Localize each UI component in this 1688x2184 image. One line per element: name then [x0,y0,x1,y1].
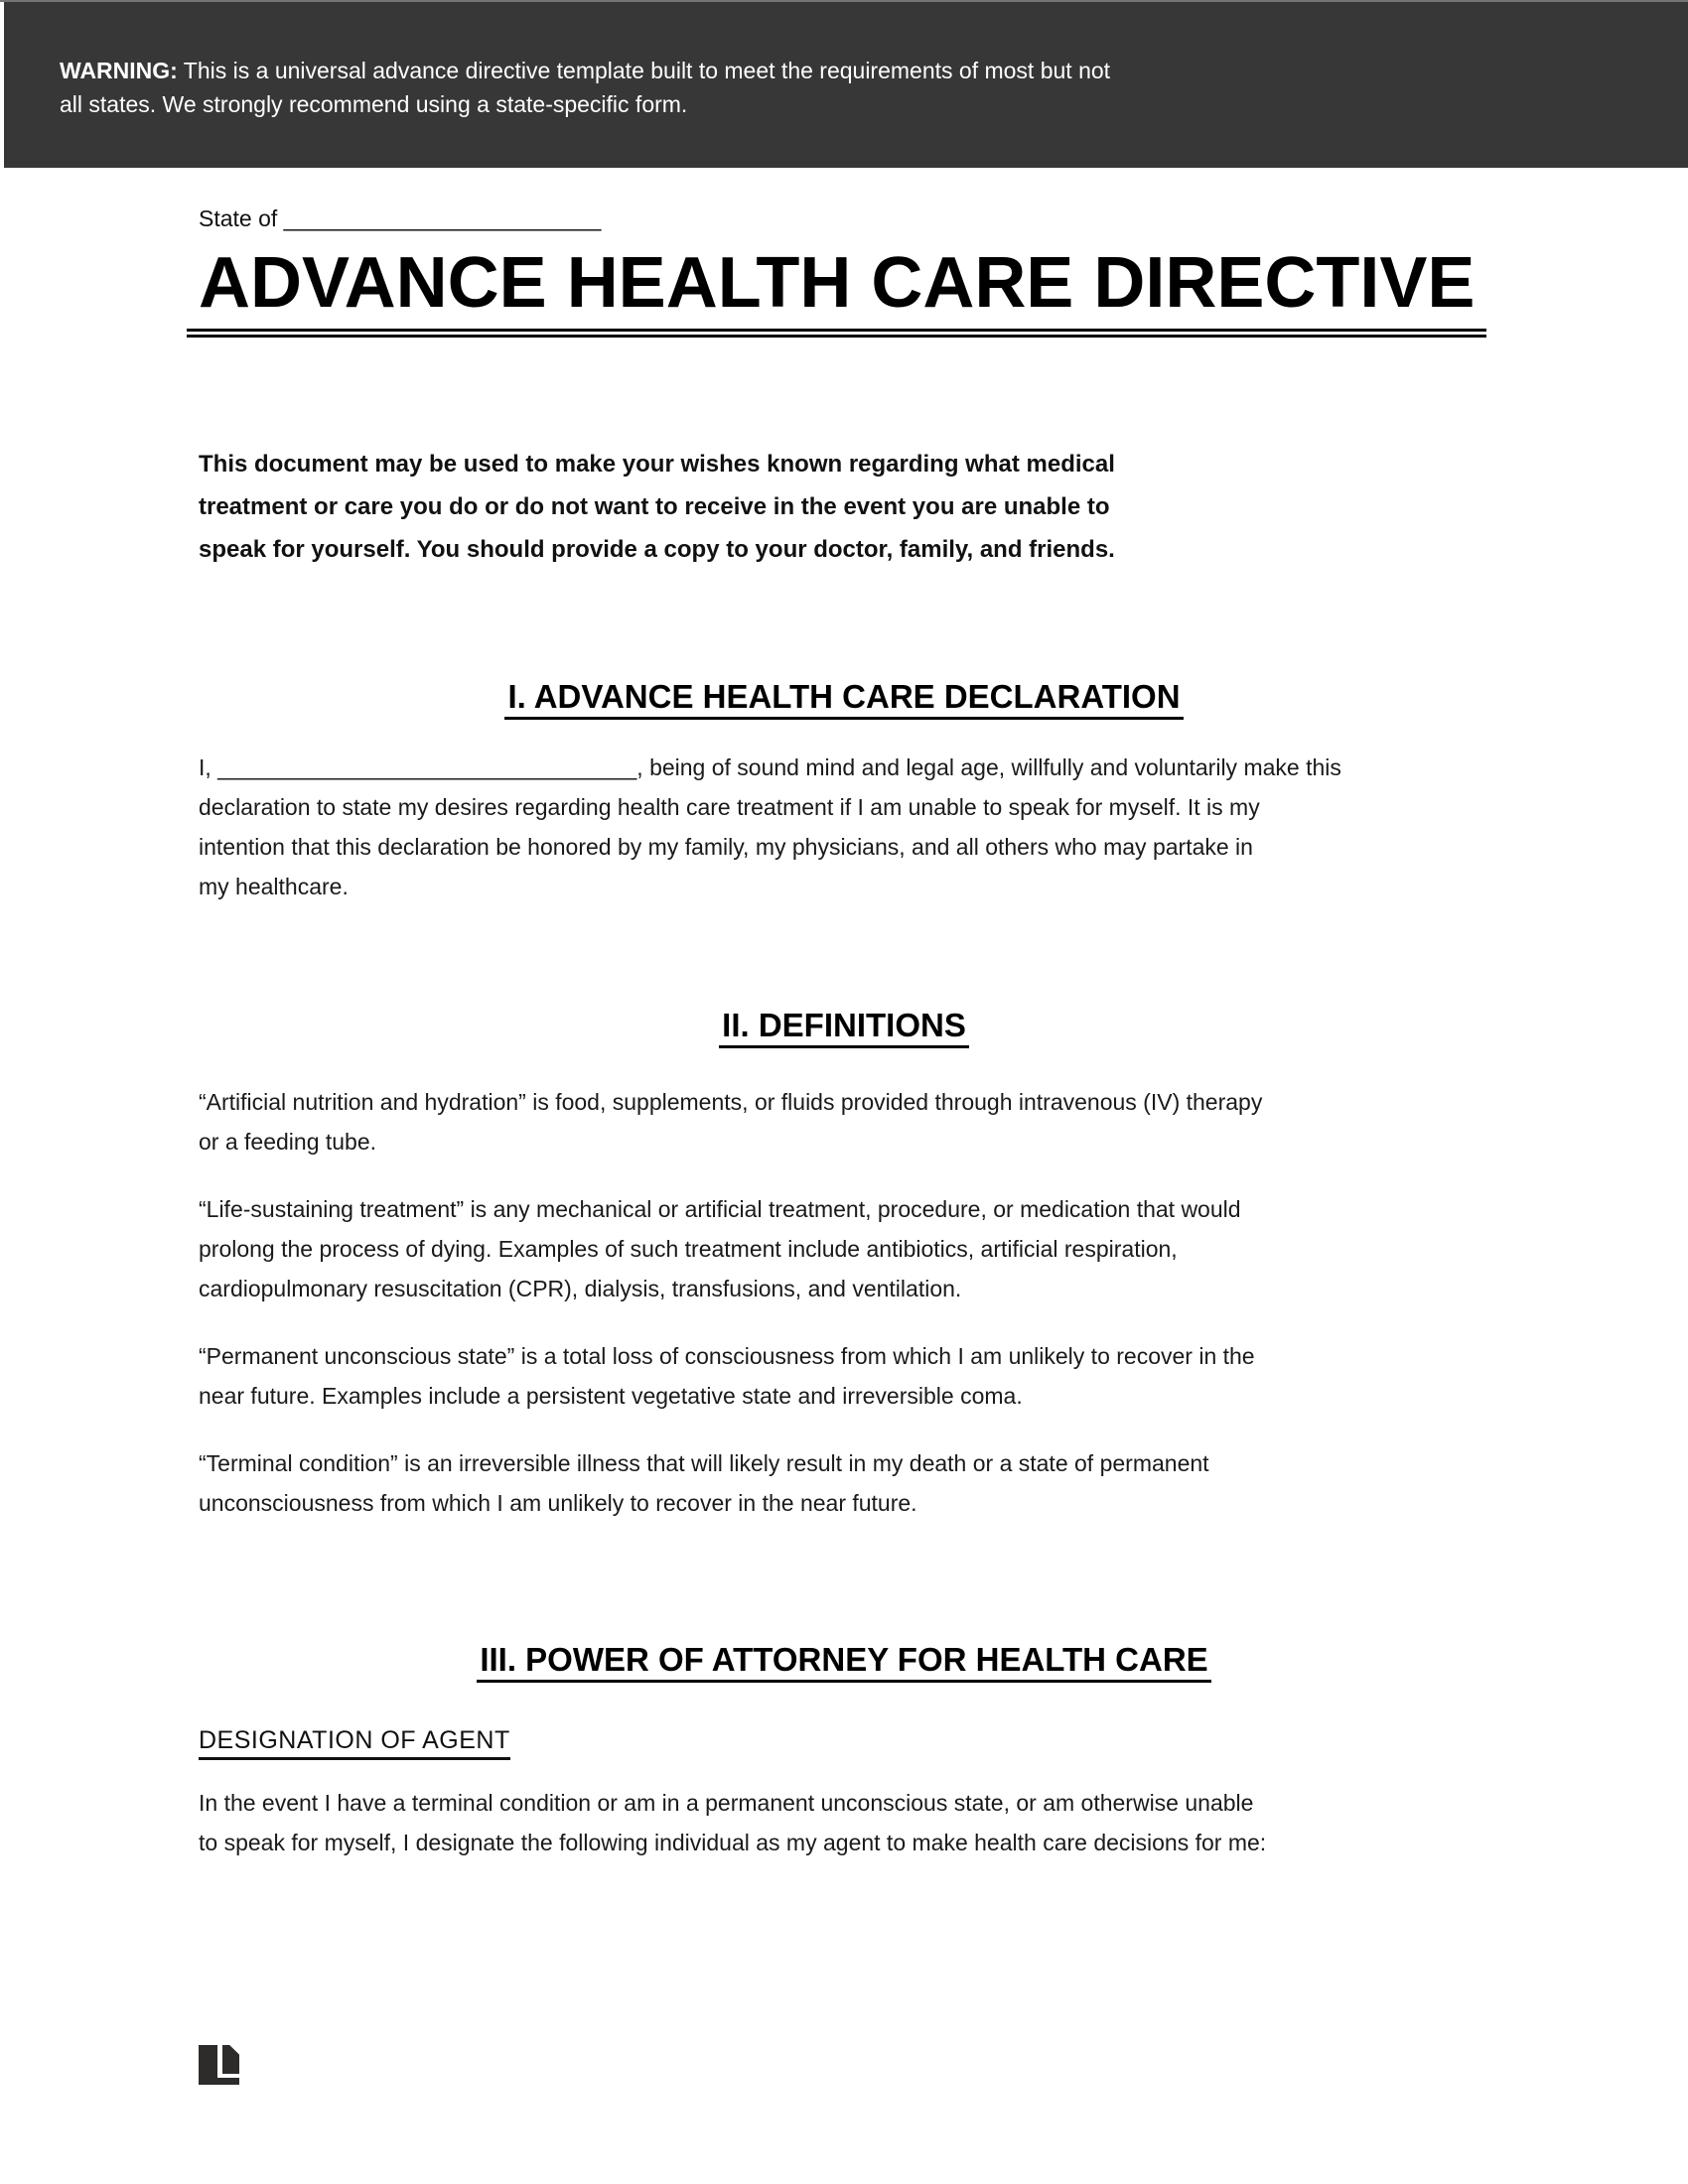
section-heading-declaration-wrap [199,678,1489,720]
intro-line: This document may be used to make your wishes known regarding what medical [199,451,1115,478]
designation-of-agent-label: DESIGNATION OF AGENT [199,1725,510,1760]
designation-line: In the event I have a terminal condition or am in a permanent unconscious state, or am otherwise unable [199,1790,1254,1816]
definition-line: “Permanent unconscious state” is a total loss of consciousness from which I am unlikely to recover in the [199,1343,1255,1369]
definition-line: “Life-sustaining treatment” is any mechanical or artificial treatment, procedure, or medication that would [199,1196,1241,1222]
designation-line: to speak for myself, I designate the following individual as my agent to make health care decisions for me: [199,1830,1267,1855]
definition-line: “Artificial nutrition and hydration” is food, supplements, or fluids provided through intravenous (IV) therapy [199,1089,1263,1115]
definition-line: unconsciousness from which I am unlikely to recover in the near future. [199,1490,917,1516]
state-of-line: State of _________________________ [199,205,602,231]
declaration-paragraph [199,748,1489,906]
page-title: ADVANCE HEALTH CARE DIRECTIVE [187,247,1486,338]
designation-of-agent-subheading [199,1725,510,1760]
warning-text-line-2: all states. We strongly recommend using a state-specific form. [60,91,688,117]
definition-paragraph-terminal-condition [199,1443,1489,1523]
definition-paragraph-life-sustaining [199,1189,1489,1308]
warning-line-1-text: This is a universal advance directive template built to meet the requirements of most but not [177,58,1111,83]
declaration-line: declaration to state my desires regarding health care treatment if I am unable to speak for myself. It is my [199,794,1260,820]
declaration-line: intention that this declaration be honored by my family, my physicians, and all others who may partake in [199,834,1253,860]
definition-line: prolong the process of dying. Examples of such treatment include antibiotics, artificial respiration, [199,1236,1178,1262]
definition-line: near future. Examples include a persistent vegetative state and irreversible coma. [199,1383,1023,1409]
definition-paragraph-artificial-nutrition [199,1082,1489,1161]
declaration-line: I, _________________________________, being of sound mind and legal age, willfully and voluntarily make this [199,754,1341,780]
logo-l-horizontal-bar [217,2074,239,2078]
section-heading-definitions: II. DEFINITIONS [719,1007,969,1048]
declaration-line: my healthcare. [199,874,349,899]
definition-paragraph-permanent-unconscious [199,1336,1489,1416]
intro-line: speak for yourself. You should provide a copy to your doctor, family, and friends. [199,536,1115,563]
section-heading-power-of-attorney-wrap [199,1641,1489,1683]
intro-line: treatment or care you do or do not want to receive in the event you are unable to [199,493,1110,520]
definition-line: “Terminal condition” is an irreversible illness that will likely result in my death or a state of permanent [199,1450,1209,1476]
designation-paragraph [199,1783,1489,1862]
section-heading-definitions-wrap [199,1007,1489,1048]
definition-line: cardiopulmonary resuscitation (CPR), dialysis, transfusions, and ventilation. [199,1276,962,1301]
section-heading-declaration: I. ADVANCE HEALTH CARE DECLARATION [504,678,1183,720]
intro-paragraph [199,443,1489,571]
section-heading-power-of-attorney: III. POWER OF ATTORNEY FOR HEALTH CARE [477,1641,1210,1683]
definition-line: or a feeding tube. [199,1129,377,1155]
legal-templates-logo [199,2045,239,2085]
warning-label: WARNING: [60,58,178,83]
